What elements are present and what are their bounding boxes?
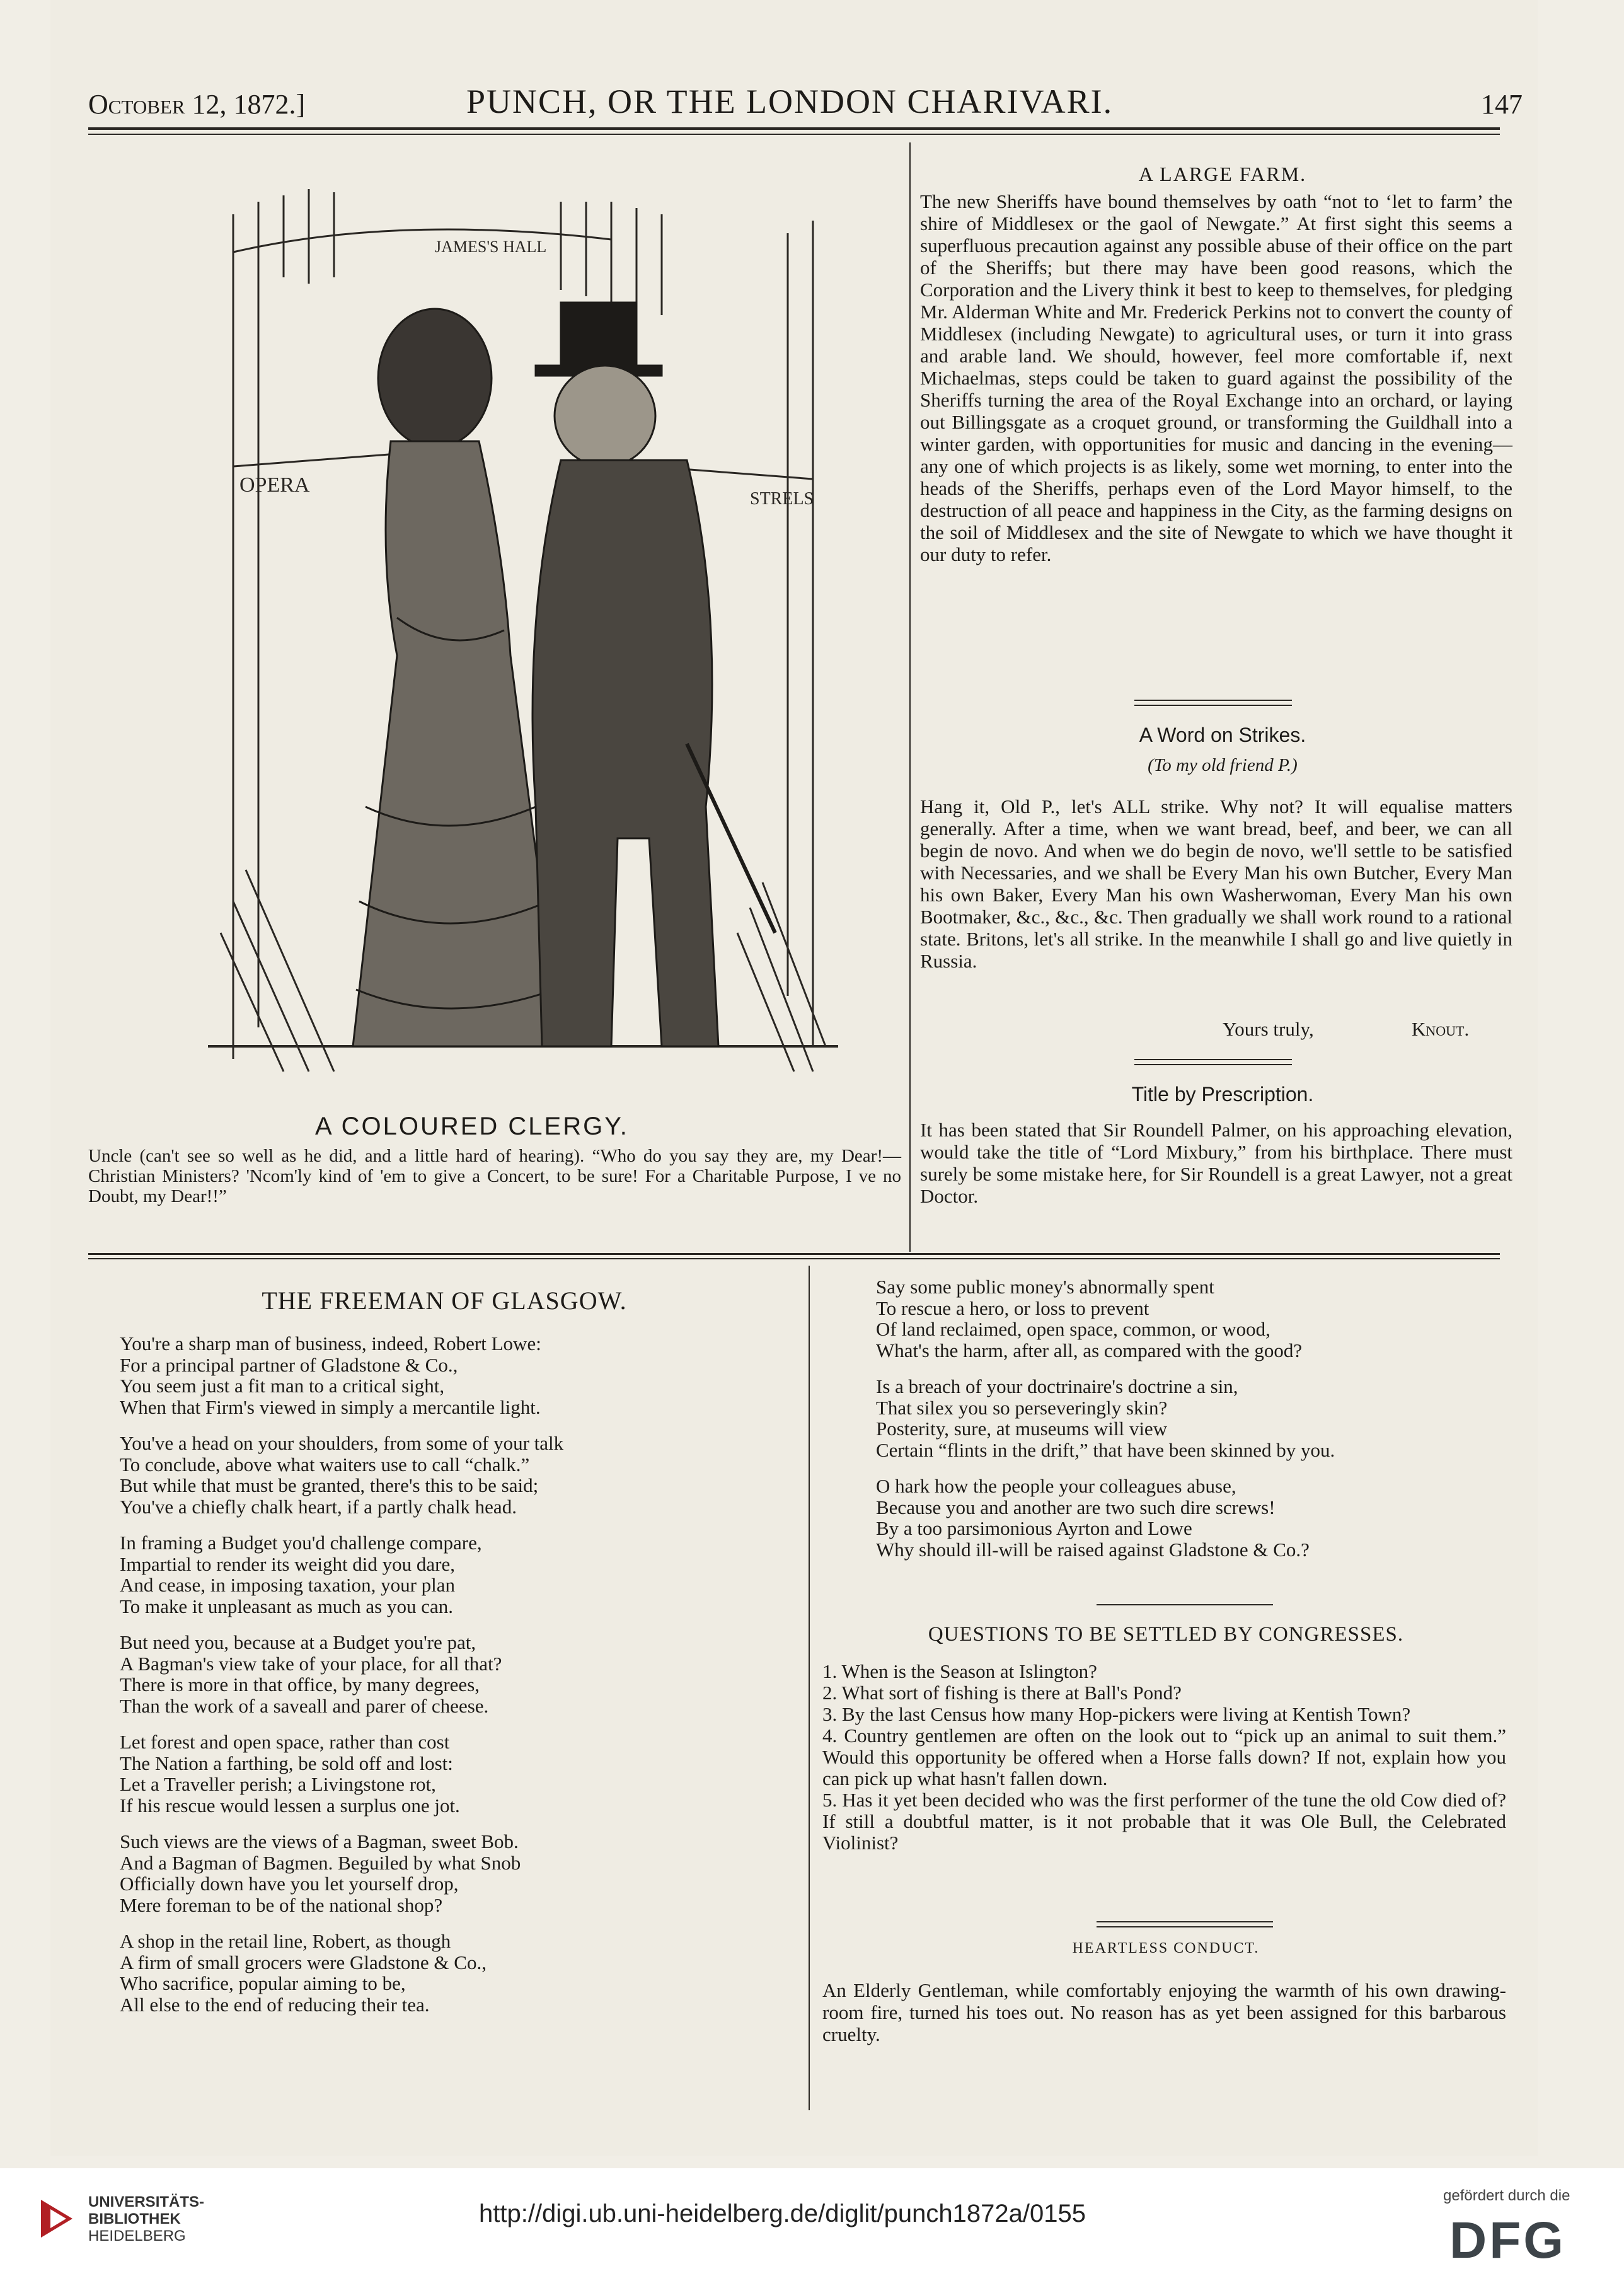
dfg-logo: DFG [1449, 2212, 1567, 2269]
verse-line: Impartial to render its weight did you dare, [120, 1552, 456, 1575]
question-item: 4. Country gentlemen are often on the look out to “pick up an animal to suit them.” Would this opportunity be offered when a Horse falls down? If not, explain how you can pick up what hasn't fallen down. [822, 1725, 1506, 1789]
verse-line: Of land reclaimed, open space, common, or wood, [876, 1318, 1270, 1340]
large-farm-title: A LARGE FARM. [1138, 163, 1307, 185]
source-url[interactable]: http://digi.ub.uni-heidelberg.de/diglit/punch1872a/0155 [479, 2200, 1086, 2227]
verse-line: Mere foreman to be of the national shop? [120, 1893, 443, 1916]
strikes-subtitle: (To my old friend P.) [1148, 755, 1298, 775]
strikes-signature: Knout. [1412, 1018, 1470, 1040]
column-divider-top [909, 142, 911, 1252]
section-rule-2 [1134, 705, 1292, 706]
verse-line: And cease, in imposing taxation, your plan [120, 1574, 456, 1596]
freeman-title: THE FREEMAN OF GLASGOW. [262, 1286, 627, 1315]
verse-line: You're a sharp man of business, indeed, Robert Lowe: [120, 1332, 541, 1355]
questions-list [822, 1661, 1506, 1854]
verse-line: But while that must be granted, there's this to be said; [120, 1474, 539, 1496]
section-rule-4 [1134, 1064, 1292, 1065]
verse-line: O hark how the people your colleagues abuse, [876, 1475, 1236, 1497]
stanza-9 [876, 1376, 1506, 1460]
verse-line: That silex you so perseveringly skin? [876, 1396, 1168, 1419]
heartless-text: An Elderly Gentleman, while comfortably enjoying the warmth of his own drawing-room fire, turned his toes out. No reason has as yet been assigned for this barbarous cruelty. [822, 1979, 1506, 2045]
stanza-1 [120, 1333, 800, 1418]
verse-line: All else to the end of reducing their tea. [120, 1993, 430, 2016]
issue-date: October 12, 1872.] [88, 89, 306, 120]
verse-line: By a too parsimonious Ayrton and Lowe [876, 1517, 1192, 1539]
library-line: HEIDELBERG [88, 2227, 186, 2245]
page-number: 147 [1481, 89, 1523, 120]
section-rule-3 [1134, 1059, 1292, 1060]
verse-line: In framing a Budget you'd challenge compare, [120, 1532, 482, 1554]
verse-line: You seem just a fit man to a critical sight, [120, 1375, 445, 1397]
verse-line: Certain “flints in the drift,” that have been skinned by you. [876, 1438, 1335, 1461]
verse-line: Say some public money's abnormally spent [876, 1276, 1214, 1298]
section-rule [1134, 700, 1292, 701]
stanza-3 [120, 1532, 800, 1617]
wall-text-opera: OPERA [239, 473, 310, 497]
wall-text-strels: STRELS [750, 489, 814, 509]
verse-line: Because you and another are two such dire screws! [876, 1496, 1276, 1518]
section-rule-5 [1097, 1604, 1273, 1605]
section-rule-6 [1097, 1921, 1273, 1922]
verse-line: Why should ill-will be raised against Gladstone & Co.? [876, 1538, 1310, 1561]
verse-line: Posterity, sure, at museums will view [876, 1418, 1168, 1440]
questions-title: QUESTIONS TO BE SETTLED BY CONGRESSES. [928, 1623, 1404, 1646]
verse-line: The Nation a farthing, be sold off and lost: [120, 1752, 453, 1774]
masthead-rule [88, 127, 1500, 130]
masthead-title: PUNCH, OR THE LONDON CHARIVARI. [466, 83, 1114, 120]
masthead-rule-thin [88, 134, 1500, 135]
strikes-text: Hang it, Old P., let's ALL strike. Why not? It will equalise matters generally. After a time, when we want bread, beef, and beer, we can all begin de novo. And when we do begin de novo, we'll settle to be satisfied with Necessaries, and we shall be Every Man his own Butcher, Every Man his own Baker, Every Man his own Washerwoman, Every Man his own Bootmaker, &c., &c., &c. Then gradually we shall work round to a rational state. Britons, let's all strike. In the meanwhile I shall go and live quietly in Russia. [920, 795, 1512, 972]
verse-line: There is more in that office, by many degrees, [120, 1673, 480, 1696]
cartoon-title: A COLOURED CLERGY. [315, 1112, 629, 1140]
cartoon-illustration [208, 176, 838, 1103]
large-farm-text: The new Sheriffs have bound themselves by oath “not to ‘let to farm’ the shire of Middlesex or the gaol of Newgate.” At first sight this seems a superfluous precaution against any possible abuse of their office on the part of the Sheriffs; but there may have been good reasons, which the Corporation and the Livery think it best to keep to themselves, for pledging Mr. Alderman White and Mr. Frederick Perkins not to convert the county of Middlesex (including Newgate) to agricultural uses, or turn it into grass and arable land. We should, however, feel more comfortable if, next Michaelmas, steps could be taken to guard against the possibility of the Sheriffs turning the area of the Royal Exchange into an orchard, or laying out Billingsgate as a croquet ground, or transforming the Guildhall into a winter garden, with opportunities for music and dancing in the evening—any one of which projects is as likely, some wet morning, to enter into the heads of the Sheriffs, perhaps even of the Lord Mayor himself, to the destruction of all peace and happiness in the City, as the farming designs on the soil of Middlesex and the site of Newgate to which we have thought it our duty to refer. [920, 190, 1512, 565]
question-item: 1. When is the Season at Islington? [822, 1660, 1097, 1682]
heartless-title: HEARTLESS CONDUCT. [1072, 1940, 1260, 1956]
newspaper-page [50, 0, 1538, 2156]
freeman-poem-left [120, 1333, 800, 2030]
stanza-5 [120, 1731, 800, 1816]
verse-line: But need you, because at a Budget you're pat, [120, 1631, 476, 1653]
library-line: BIBLIOTHEK [88, 2210, 181, 2227]
library-line: UNIVERSITÄTS- [88, 2193, 205, 2210]
stanza-7 [120, 1931, 800, 2015]
verse-line: Is a breach of your doctrinaire's doctrine a sin, [876, 1375, 1238, 1397]
verse-line: Let a Traveller perish; a Livingstone rot, [120, 1773, 436, 1795]
prescription-title: Title by Prescription. [1131, 1083, 1314, 1106]
verse-line: Let forest and open space, rather than cost [120, 1731, 450, 1753]
question-item: 2. What sort of fishing is there at Ball's Pond? [822, 1682, 1182, 1704]
verse-line: Than the work of a saveall and parer of cheese. [120, 1694, 489, 1717]
verse-line: Officially down have you let yourself drop, [120, 1873, 459, 1895]
stanza-10 [876, 1476, 1506, 1560]
freeman-poem-right [876, 1276, 1506, 1575]
verse-line: You've a head on your shoulders, from some of your talk [120, 1432, 564, 1454]
stanza-6 [120, 1831, 800, 1915]
verse-line: For a principal partner of Gladstone & Co., [120, 1353, 458, 1376]
section-rule-7 [1097, 1926, 1273, 1927]
cartoon-caption: Uncle (can't see so well as he did, and a little hard of hearing). “Who do you say they are, my Dear!—Christian Ministers? 'Ncom'ly kind of 'em to give a Concert, to be sure! For a Charitable Purpose, I ve no Doubt, my Dear!!” [88, 1146, 901, 1206]
strikes-signoff: Yours truly, [1223, 1018, 1314, 1040]
stanza-4 [120, 1632, 800, 1716]
library-name [88, 2193, 204, 2245]
verse-line: A shop in the retail line, Robert, as though [120, 1930, 451, 1952]
verse-line: A Bagman's view take of your place, for all that? [120, 1652, 502, 1675]
library-logo-icon [35, 2193, 79, 2244]
middle-rule [88, 1253, 1500, 1255]
stanza-8 [876, 1276, 1506, 1361]
verse-line: You've a chiefly chalk heart, if a partly chalk head. [120, 1495, 517, 1518]
question-item: 3. By the last Census how many Hop-pickers were living at Kentish Town? [822, 1703, 1411, 1725]
prescription-text: It has been stated that Sir Roundell Palmer, on his approaching elevation, would take the title of “Lord Mixbury,” from his birthplace. There must surely be some mistake here, for Sir Roundell is a great Lawyer, not a great Doctor. [920, 1119, 1512, 1207]
verse-line: Who sacrifice, popular aiming to be, [120, 1972, 406, 1994]
verse-line: When that Firm's viewed in simply a mercantile light. [120, 1395, 541, 1418]
digitization-footer [0, 2168, 1624, 2288]
verse-line: If his rescue would lessen a surplus one jot. [120, 1794, 460, 1817]
verse-line: A firm of small grocers were Gladstone & Co., [120, 1951, 487, 1973]
verse-line: And a Bagman of Bagmen. Beguiled by what Snob [120, 1851, 521, 1874]
verse-line: To rescue a hero, or loss to prevent [876, 1297, 1149, 1319]
funder-text: gefördert durch die [1443, 2187, 1570, 2204]
strikes-title: A Word on Strikes. [1139, 724, 1306, 746]
verse-line: What's the harm, after all, as compared with the good? [876, 1339, 1303, 1361]
question-item: 5. Has it yet been decided who was the first performer of the tune the old Cow died of? If still a doubtful matter, is it not probable that it was Ole Bull, the Celebrated Violinist? [822, 1789, 1506, 1854]
stanza-2 [120, 1433, 800, 1517]
middle-rule-thin [88, 1258, 1500, 1259]
verse-line: To conclude, above what waiters use to call “chalk.” [120, 1453, 530, 1476]
wall-text-hall: JAMES'S HALL [435, 238, 547, 256]
verse-line: Such views are the views of a Bagman, sweet Bob. [120, 1830, 519, 1852]
column-divider-bottom [809, 1266, 810, 2110]
verse-line: To make it unpleasant as much as you can. [120, 1595, 453, 1617]
